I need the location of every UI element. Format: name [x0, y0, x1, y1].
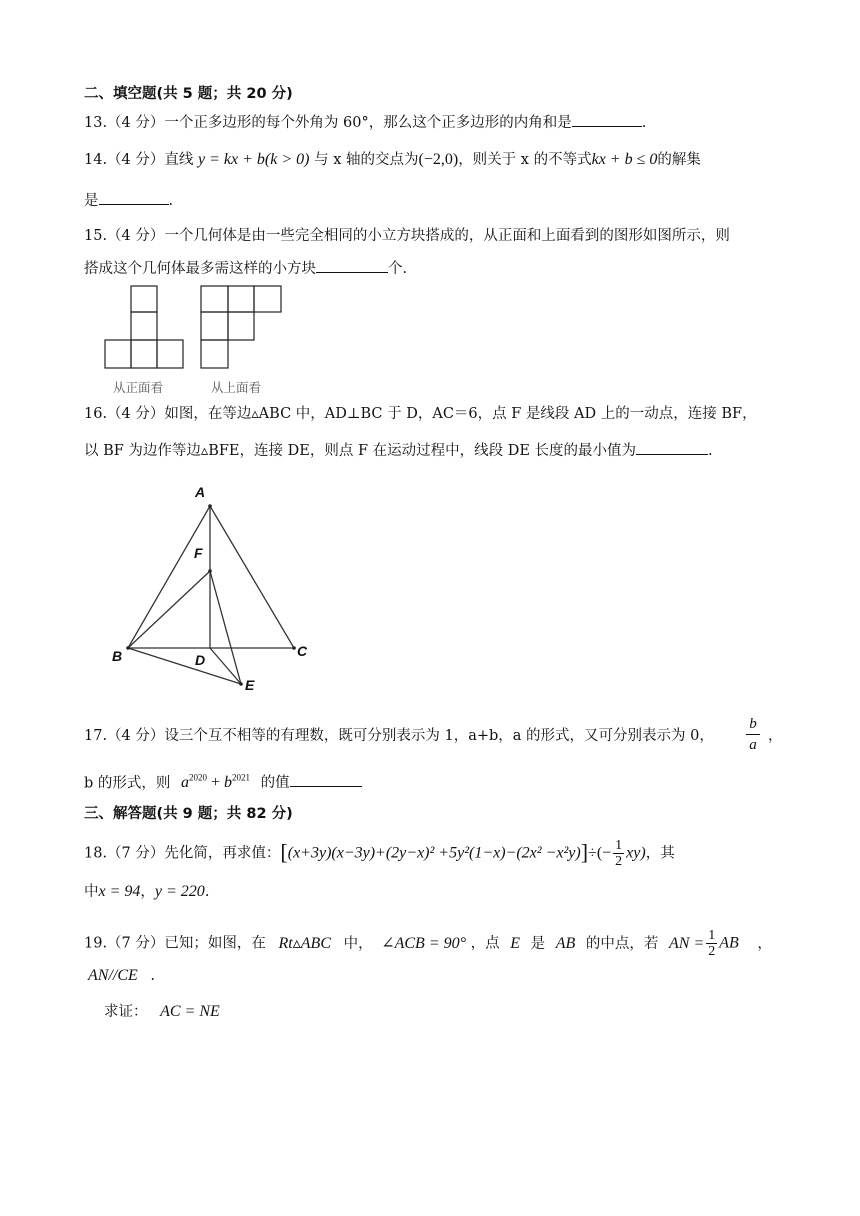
q14-inequality: kx + b ≤ 0 — [591, 151, 658, 168]
question-13: 13.（4 分）一个正多边形的每个外角为 60°，那么这个正多边形的内角和是 . — [84, 112, 646, 133]
section-heading-solutions: 三、解答题(共 9 题；共 82 分) — [84, 806, 293, 822]
question-15: 15.（4 分）一个几何体是由一些完全相同的小立方块搭成的，从正面和上面看到的图形如图所示，则 — [84, 228, 730, 244]
label-point-C: C — [297, 643, 308, 659]
label-front-view: 从正面看 — [113, 380, 164, 395]
q16-answer-blank[interactable] — [636, 440, 708, 455]
segment-BF — [128, 571, 210, 648]
q17-answer-blank[interactable] — [290, 772, 362, 787]
q19-fraction-half: $\frac{1}{2}$ — [708, 928, 716, 959]
question-16-line2: 以 BF 为边作等边▵BFE，连接 DE，则点 F 在运动过程中，线段 DE 长度的最小值为 . — [84, 440, 713, 461]
q18-expression: (x+3y)(x−3y)+(2y−x)² +5y²(1−x)−(2x² −x²y) — [287, 844, 581, 862]
question-19-line2: AN//CE . — [88, 967, 155, 984]
q17-expression: $a^{2020} + b^{2021}$ — [181, 773, 251, 792]
q19-right-triangle: Rt▵ABC — [278, 934, 331, 952]
label-point-F: F — [194, 545, 203, 561]
segment-AB — [128, 506, 210, 648]
top-view — [201, 286, 281, 368]
q18-y-value: y = 220 — [154, 883, 205, 900]
label-point-E: E — [245, 677, 255, 693]
question-17-line2: b 的形式，则 $a^{2020} + b^{2021}$ 的值 — [84, 768, 362, 793]
q19-an-equation: AN = — [669, 934, 705, 952]
label-top-view: 从上面看 — [211, 380, 262, 395]
q15-answer-blank[interactable] — [316, 258, 388, 273]
question-18: 18.（7 分）先化简，再求值：[(x+3y)(x−3y)+(2y−x)² +5y²(1−x)−(2x² −x²y)]÷(− $\frac{1}{2}$ xy)，其 — [84, 838, 675, 869]
q18-fraction-half: $\frac{1}{2}$ — [615, 838, 623, 869]
q16-triangle-figure — [100, 478, 330, 700]
q19-prove-statement: AC = NE — [160, 1003, 220, 1020]
q18-x-value: x = 94 — [98, 883, 141, 900]
q13-answer-blank[interactable] — [572, 112, 642, 127]
q17-fraction-b-over-a: b a — [746, 714, 760, 755]
front-view — [105, 286, 183, 368]
q14-answer-blank[interactable] — [99, 190, 169, 205]
q14-line-equation: y = kx + b — [198, 151, 265, 168]
question-14: 14.（4 分）直线 y = kx + b(k > 0) 与 x 轴的交点为(−2,0)，则关于 x 的不等式kx + b ≤ 0的解集 — [84, 151, 701, 168]
segment-BE — [128, 648, 241, 684]
segment-AC — [210, 506, 294, 648]
label-point-D: D — [195, 652, 206, 668]
section-heading-fill-in: 二、填空题(共 5 题；共 20 分) — [84, 86, 293, 102]
question-19-prove: 求证： AC = NE — [104, 1003, 220, 1020]
q13-text: 13.（4 分）一个正多边形的每个外角为 60°，那么这个正多边形的内角和是 — [84, 115, 572, 131]
question-17: 17.（4 分）设三个互不相等的有理数，既可分别表示为 1，a+b，a 的形式，又可分别表示为 0， — [84, 728, 714, 744]
label-point-B: B — [112, 648, 123, 664]
question-18-line2: 中x = 94，y = 220. — [84, 883, 210, 900]
question-15-line2: 搭成这个几何体最多需这样的小方块 个. — [84, 258, 407, 279]
question-16: 16.（4 分）如图，在等边▵ABC 中，AD⊥BC 于 D，AC＝6，点 F 是线段 AD 上的一动点，连接 BF， — [84, 406, 757, 422]
q14-condition: (k > 0) — [264, 151, 310, 168]
q19-angle: ∠ACB = 90° — [381, 934, 467, 952]
q14-intersection-point: (−2,0) — [418, 151, 459, 168]
question-19: 19.（7 分）已知；如图，在 Rt▵ABC 中， ∠ACB = 90° ，点 E 是 AB 的中点，若 AN = $\frac{1}{2}$ AB ， — [84, 928, 772, 959]
q19-parallel: AN//CE — [88, 967, 138, 984]
question-14-line2: 是 . — [84, 190, 173, 211]
segment-FE — [210, 571, 241, 684]
label-point-A: A — [195, 484, 206, 500]
